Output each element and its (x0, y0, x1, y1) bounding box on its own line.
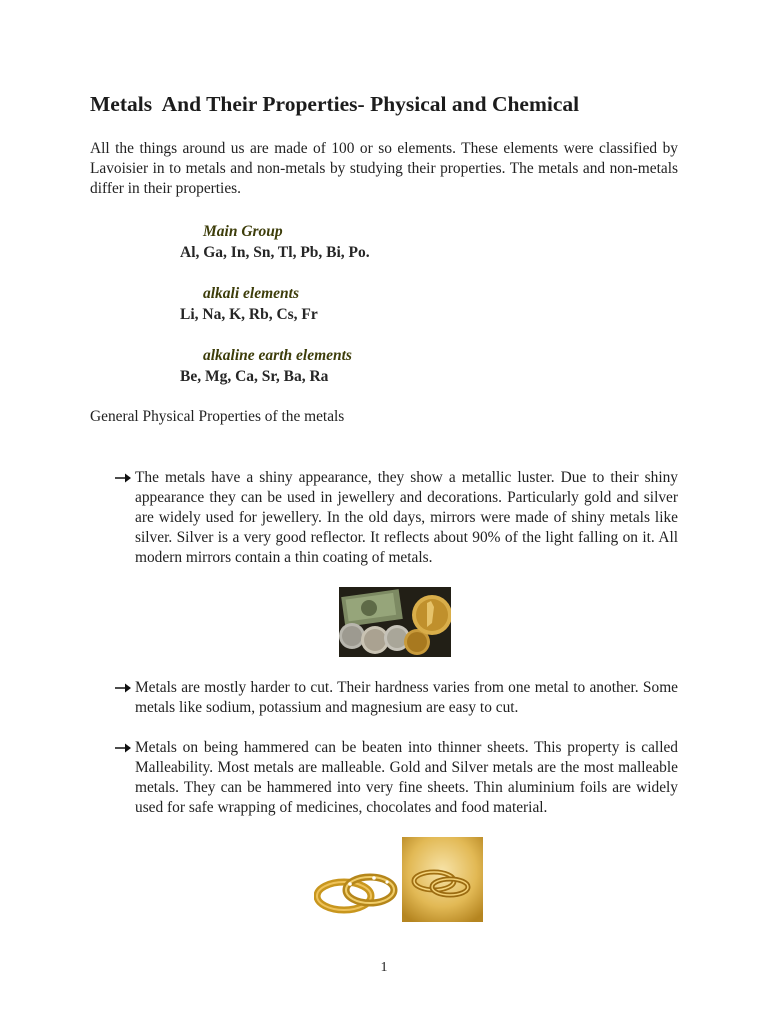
element-group-alkaline-earth (180, 345, 580, 387)
group-heading: Main Group (203, 223, 283, 240)
element-group-alkali (180, 283, 580, 325)
group-elements: Li, Na, K, Rb, Cs, Fr (180, 306, 318, 323)
page-title: Metals And Their Properties- Physical and Chemical (90, 92, 580, 116)
gold-rings-photo (314, 866, 398, 922)
group-heading: alkaline earth elements (203, 347, 352, 364)
right-arrow-icon (114, 468, 132, 488)
element-group-main (180, 221, 580, 263)
bullet-text: Metals are mostly harder to cut. Their hardness varies from one metal to another. Some metals like sodium, potassium and magnesium are easy to cut. (135, 679, 678, 716)
page-number: 1 (380, 960, 388, 975)
right-arrow-icon (114, 678, 132, 698)
bullet-text: The metals have a shiny appearance, they show a metallic luster. Due to their shiny appearance they can be used in jewellery and decorations. Particularly gold and silver are widely used for jewellery. In the old days, mirrors were made of shiny metals like silver. Silver is a very good reflector. It reflects about 90% of the light falling on it. All modern mirrors contain a thin coating of metals. (135, 469, 678, 566)
section-heading: General Physical Properties of the metals (90, 408, 345, 425)
group-heading: alkali elements (203, 285, 300, 302)
bullet-item (114, 738, 678, 818)
intro-paragraph: All the things around us are made of 100 or so elements. These elements were classified by Lavoisier in to metals and non-metals by studying their properties. The metals and non-metals differ in their properties. (90, 140, 678, 197)
bullet-item (114, 468, 678, 568)
bullet-item (114, 678, 678, 718)
coins-photo (339, 587, 451, 657)
group-elements: Al, Ga, In, Sn, Tl, Pb, Bi, Po. (180, 244, 370, 261)
group-elements: Be, Mg, Ca, Sr, Ba, Ra (180, 368, 329, 385)
wedding-rings-photo (402, 837, 483, 922)
bullet-text: Metals on being hammered can be beaten into thinner sheets. This property is called Malleability. Most metals are malleable. Gold and Silver metals are the most malleable metals. They can be hammered into very fine sheets. Thin aluminium foils are widely used for safe wrapping of medicines, chocolates and food material. (135, 739, 678, 816)
right-arrow-icon (114, 738, 132, 758)
